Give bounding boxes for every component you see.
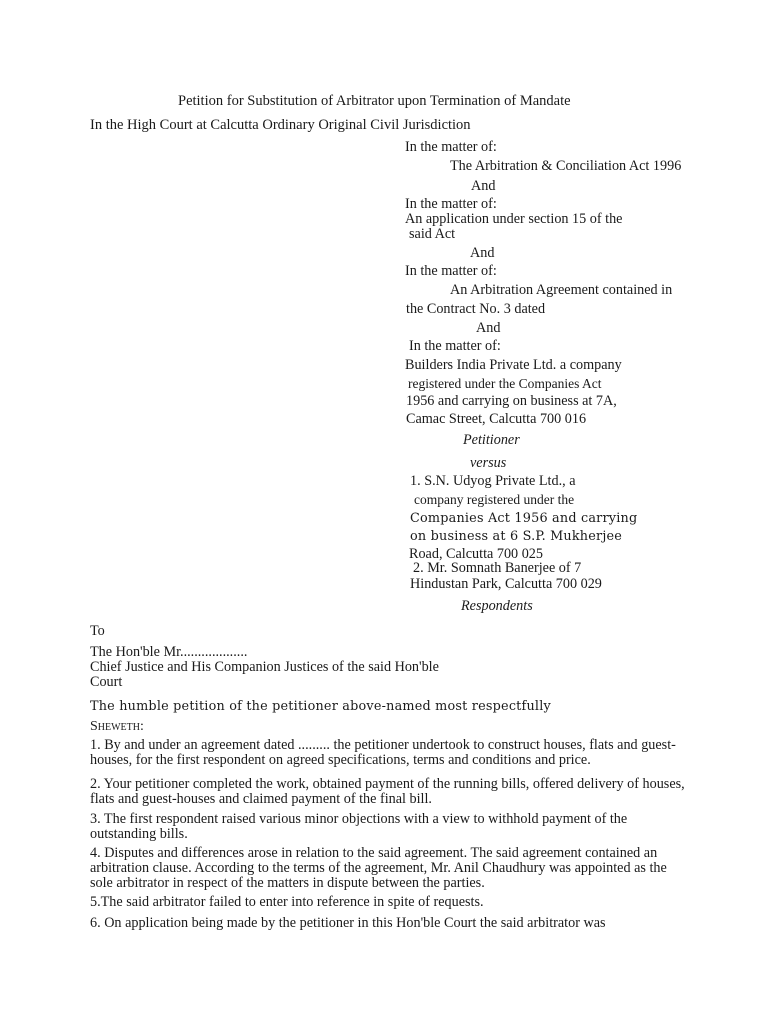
hon-mr-line: The Hon'ble Mr................... (90, 644, 248, 660)
respondent-line: Hindustan Park, Calcutta 700 029 (410, 576, 602, 592)
humble-petition-line: The humble petition of the petitioner above-named most respectfully (90, 699, 551, 714)
respondent-line: on business at 6 S.P. Mukherjee (410, 529, 623, 544)
chief-justice-line-2: Court (90, 674, 123, 690)
petitioner-line: Camac Street, Calcutta 700 016 (406, 411, 587, 427)
respondent-line: company registered under the (414, 492, 575, 507)
and-1: And (471, 178, 496, 194)
and-2: And (470, 245, 495, 261)
petitioner-line: registered under the Companies Act (408, 376, 602, 391)
document-title: Petition for Substitution of Arbitrator upon Termination of Mandate (178, 93, 571, 109)
respondent-line: 2. Mr. Somnath Banerjee of 7 (413, 560, 582, 576)
paragraph-2: 2. Your petitioner completed the work, obtained payment of the running bills, offered delivery of houses, flats and guest-houses and claimed payment of the final bill. (90, 776, 685, 807)
sheweth-heading: Sheweth: (90, 719, 144, 734)
chief-justice-line-1: Chief Justice and His Companion Justices of the said Hon'ble (90, 659, 439, 675)
paragraph-6: 6. On application being made by the petitioner in this Hon'ble Court the said arbitrator was (90, 915, 606, 931)
respondents-label: Respondents (461, 598, 533, 614)
respondent-line: Companies Act 1956 and carrying (410, 511, 638, 526)
petitioner-line: Builders India Private Ltd. a company (405, 357, 622, 373)
respondent-line: 1. S.N. Udyog Private Ltd., a (410, 473, 576, 489)
versus-label: versus (470, 455, 507, 471)
respondent-line: Road, Calcutta 700 025 (409, 546, 543, 562)
matter-text-1: The Arbitration & Conciliation Act 1996 (450, 158, 682, 174)
petitioner-label: Petitioner (463, 432, 520, 448)
matter-label-1: In the matter of: (405, 139, 497, 155)
matter-label-4: In the matter of: (409, 338, 501, 354)
paragraph-3: 3. The first respondent raised various minor objections with a view to withhold payment of the outstanding bills. (90, 811, 628, 842)
court-heading: In the High Court at Calcutta Ordinary Original Civil Jurisdiction (90, 117, 471, 133)
matter-label-2: In the matter of: (405, 196, 497, 212)
to-line: To (90, 623, 105, 639)
matter-label-3: In the matter of: (405, 263, 497, 279)
matter-text-3b: the Contract No. 3 dated (406, 301, 546, 317)
matter-text-3a: An Arbitration Agreement contained in (450, 282, 673, 298)
and-3: And (476, 320, 501, 336)
paragraph-4: 4. Disputes and differences arose in relation to the said agreement. The said agreement contained an arbitration clause. According to the terms of the agreement, Mr. Anil Chaudhury was appointed as the sole arbitrator in respect of the matters in dispute between the parties. (90, 845, 667, 891)
paragraph-1: 1. By and under an agreement dated ......... the petitioner undertook to construct houses, flats and guest-houses, for the first respondent on agreed specifications, terms and conditions and price. (90, 737, 676, 768)
matter-text-2a: An application under section 15 of the (405, 211, 623, 227)
paragraph-5: 5.The said arbitrator failed to enter into reference in spite of requests. (90, 894, 484, 910)
matter-text-2b: said Act (409, 226, 456, 242)
petitioner-line: 1956 and carrying on business at 7A, (406, 393, 617, 409)
